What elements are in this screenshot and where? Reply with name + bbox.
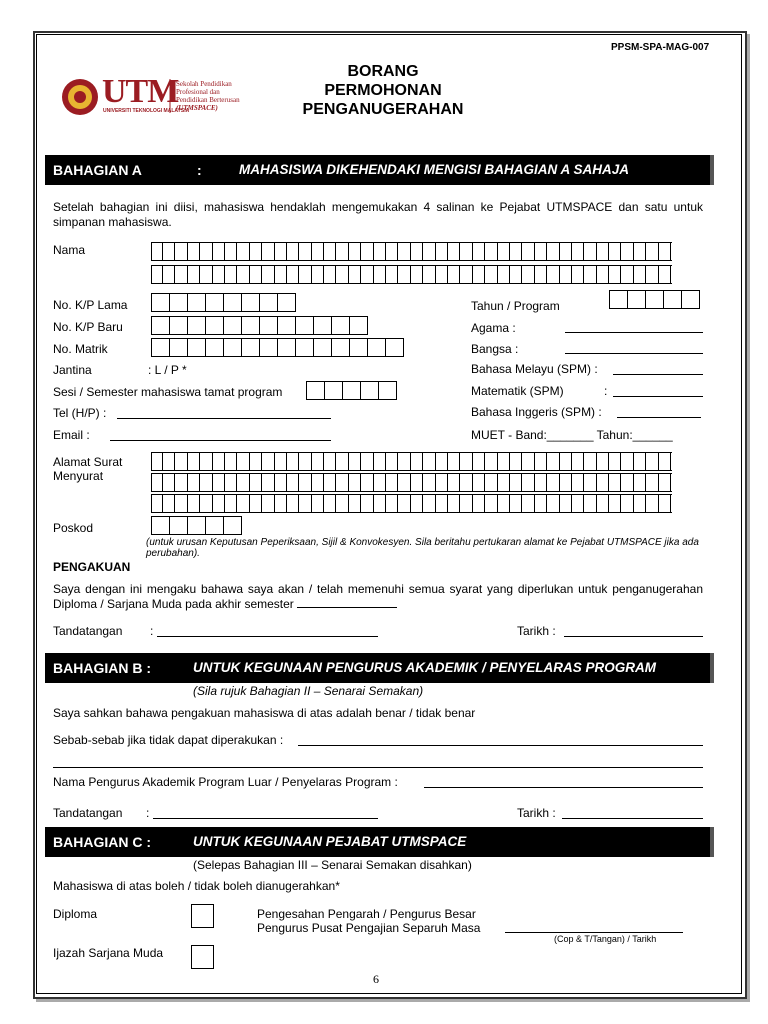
matrik-input[interactable] [151, 338, 404, 357]
form-title: BORANG PERMOHONAN PENGANUGERAHAN [302, 63, 464, 118]
alamat-input-row-2[interactable] [151, 473, 672, 492]
tandatangan-b-colon: : [146, 806, 150, 820]
utm-logo-subtext: UNIVERSITI TEKNOLOGI MALAYSIA [103, 108, 190, 114]
nama-label: Nama [53, 243, 86, 257]
diploma-label: Diploma [53, 907, 98, 921]
poskod-input[interactable] [151, 516, 242, 535]
mat-input[interactable] [613, 396, 703, 397]
page-number: 6 [373, 972, 379, 986]
tahun-program-label: Tahun / Program [471, 299, 560, 313]
section-a-intro: Setelah bahagian ini diisi, mahasiswa hendaklah mengemukakan 4 salinan ke Pejabat UTMSPACE dan satu untuk simpanan mahasiswa. [53, 200, 703, 229]
nama-pengurus-label: Nama Pengurus Akademik Program Luar / Penyelaras Program : [53, 775, 398, 789]
matrik-label: No. Matrik [53, 342, 108, 356]
tarikh-a-label: Tarikh : [517, 624, 556, 638]
sebab-label: Sebab-sebab jika tidak dapat diperakukan : [53, 733, 284, 747]
tel-input[interactable] [117, 418, 331, 419]
sebab-input-line-2[interactable] [53, 767, 703, 768]
kp-baru-input[interactable] [151, 316, 368, 335]
muet-field[interactable]: MUET - Band:_______ Tahun:______ [471, 428, 673, 442]
document-code: PPSM-SPA-MAG-007 [611, 42, 710, 53]
section-c-heading: UNTUK KEGUNAAN PEJABAT UTMSPACE [193, 834, 467, 849]
tandatangan-a-colon: : [150, 624, 154, 638]
bm-label: Bahasa Melayu (SPM) : [471, 362, 598, 376]
pengakuan-heading: PENGAKUAN [53, 560, 131, 574]
tel-label: Tel (H/P) : [53, 406, 107, 420]
ijazah-label: Ijazah Sarjana Muda [53, 946, 164, 960]
email-label: Email : [53, 428, 90, 442]
section-c-label: BAHAGIAN C : [53, 834, 151, 850]
tandatangan-a-label: Tandatangan [53, 624, 123, 638]
bm-input[interactable] [613, 374, 703, 375]
nama-pengurus-input[interactable] [424, 787, 703, 788]
section-a-colon: : [197, 162, 202, 178]
kp-baru-label: No. K/P Baru [53, 320, 123, 334]
section-a-header [45, 155, 714, 185]
section-b-header [45, 653, 714, 683]
sebab-input[interactable] [298, 745, 703, 746]
section-c-header [45, 827, 714, 857]
section-b-heading: UNTUK KEGUNAAN PENGURUS AKADEMIK / PENYELARAS PROGRAM [193, 660, 657, 675]
kp-lama-input[interactable] [151, 293, 296, 312]
sesi-input[interactable] [306, 381, 397, 400]
email-input[interactable] [110, 440, 331, 441]
section-c-note: (Selepas Bahagian III – Senarai Semakan disahkan) [193, 858, 472, 872]
cop-label: (Cop & T/Tangan) / Tarikh [554, 934, 657, 944]
agama-input[interactable] [565, 332, 703, 333]
cop-signature-input[interactable] [505, 932, 683, 933]
nama-input-row-2[interactable] [151, 265, 672, 284]
section-b-note: (Sila rujuk Bahagian II – Senarai Semakan) [193, 684, 424, 698]
jantina-label: Jantina [53, 363, 92, 377]
section-a-heading: MAHASISWA DIKEHENDAKI MENGISI BAHAGIAN A SAHAJA [239, 162, 630, 177]
ijazah-checkbox[interactable] [191, 945, 214, 969]
kp-lama-label: No. K/P Lama [53, 298, 128, 312]
section-b-confirm: Saya sahkan bahawa pengakuan mahasiswa di atas adalah benar / tidak benar [53, 706, 476, 720]
jantina-options[interactable]: : L / P * [148, 363, 187, 377]
alamat-input-row-3[interactable] [151, 494, 672, 513]
boleh-text: Mahasiswa di atas boleh / tidak boleh dianugerahkan* [53, 879, 340, 893]
bangsa-label: Bangsa : [471, 342, 519, 356]
tarikh-b-label: Tarikh : [517, 806, 556, 820]
poskod-label: Poskod [53, 521, 94, 535]
nama-input-row-1[interactable] [151, 242, 672, 261]
tarikh-a-input[interactable] [564, 636, 703, 637]
diploma-checkbox[interactable] [191, 904, 214, 928]
mat-colon: : [604, 384, 608, 398]
utm-logo [60, 75, 260, 125]
poskod-note: (untuk urusan Keputusan Peperiksaan, Sijil & Konvokesyen. Sila beritahu pertukaran alamat ke Pejabat UTMSPACE jika ada perubahan). [146, 537, 699, 559]
agama-label: Agama : [471, 321, 516, 335]
section-b-label: BAHAGIAN B : [53, 660, 151, 676]
alamat-input-row-1[interactable] [151, 452, 672, 471]
mat-label: Matematik (SPM) [471, 384, 564, 398]
tandatangan-b-input[interactable] [153, 818, 378, 819]
pengakuan-text: Saya dengan ini mengaku bahawa saya akan / telah memenuhi semua syarat yang diperlukan untuk penganugerahan Diploma / Sarjana Muda pada akhir semester [53, 582, 703, 611]
sesi-label: Sesi / Semester mahasiswa tamat program [53, 385, 283, 399]
semester-input[interactable] [297, 607, 397, 608]
pengesahan-text: Pengesahan Pengarah / Pengurus Besar Pengurus Pusat Pengajian Separuh Masa [257, 907, 481, 935]
utm-logo-side-text: Sekolah Pendidikan Profesional dan Pendidikan Berterusan (UTMSPACE) [176, 80, 240, 112]
section-a-label: BAHAGIAN A [53, 162, 142, 178]
tandatangan-a-input[interactable] [157, 636, 378, 637]
utm-logo-text: UTM [102, 73, 179, 110]
bangsa-input[interactable] [565, 353, 703, 354]
tarikh-b-input[interactable] [562, 818, 703, 819]
bi-label: Bahasa Inggeris (SPM) : [471, 405, 602, 419]
tahun-program-input[interactable] [609, 290, 700, 309]
alamat-label: Alamat Surat Menyurat [53, 455, 123, 483]
tandatangan-b-label: Tandatangan [53, 806, 123, 820]
bi-input[interactable] [617, 417, 701, 418]
